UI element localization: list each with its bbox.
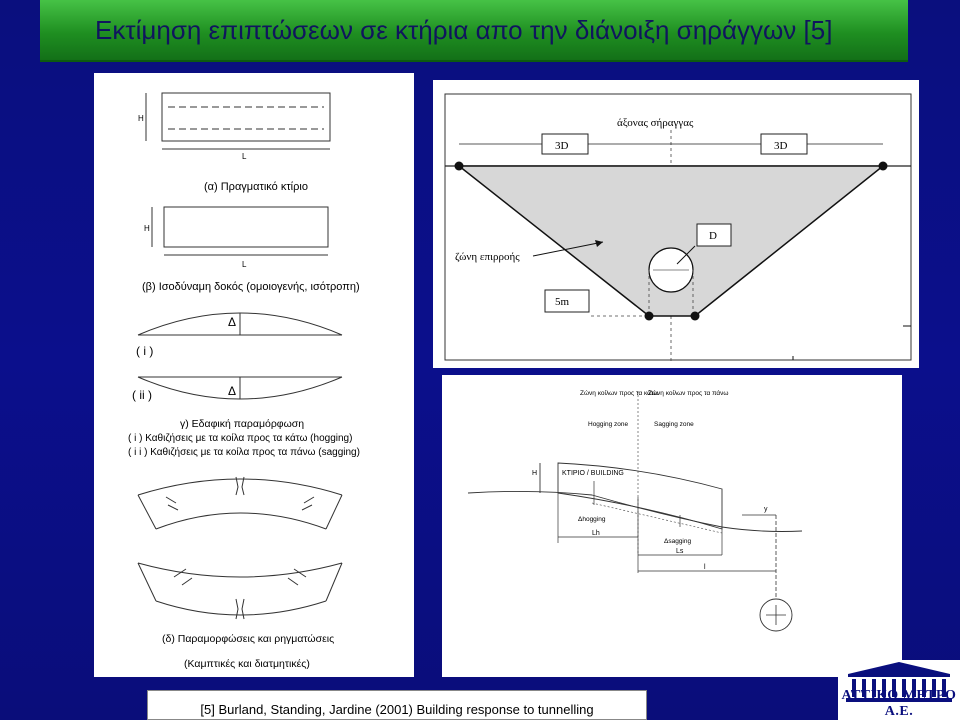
label-H2: H	[144, 224, 150, 233]
left-diagram	[94, 73, 414, 677]
label-Ls: Ls	[676, 548, 684, 555]
sagging-curve	[138, 377, 342, 399]
building-label: KTIPIO / BUILDING	[562, 470, 624, 477]
box-5m: 5m	[555, 296, 570, 308]
label-L2: L	[242, 260, 247, 269]
hogging-curve	[138, 313, 342, 335]
caption-b: (β) Ισοδύναμη δοκός (ομοιογενής, ισότροπη)	[142, 281, 360, 293]
zone-of-influence-label: ζώνη επιρροής	[455, 251, 520, 263]
logo-text: ΑΤΤΙΚΟ ΜΕΤΡΟ Α.Ε.	[841, 688, 957, 719]
influence-zone-diagram	[433, 80, 919, 368]
caption-g2: ( i ) Καθιζήσεις με τα κοίλα προς τα κάτω (hogging)	[128, 433, 353, 444]
tunnel-axis-label: άξονας σήραγγας	[617, 117, 694, 129]
hogging-zone-label-gr: Ζώνη κοίλων προς τα κάτω	[580, 390, 659, 397]
slide-title: Εκτίμηση επιπτώσεων σε κτήρια απο την διάνοιξη σηράγγων [5]	[95, 14, 833, 45]
settlement-profile-panel	[442, 375, 902, 677]
reference-text: [5] Burland, Standing, Jardine (2001) Building response to tunnelling	[200, 702, 594, 717]
caption-g1: γ) Εδαφική παραμόρφωση	[180, 418, 305, 430]
sagging-cracked-building	[138, 563, 342, 619]
attiko-metro-logo	[838, 660, 960, 720]
label-i: ( i )	[136, 344, 154, 358]
influence-zone-shape	[459, 166, 883, 316]
delta-hogging-label: Δhogging	[578, 516, 606, 523]
label-L1: L	[242, 152, 247, 161]
caption-a: (α) Πραγματικό κτίριο	[204, 181, 308, 193]
title-bar	[40, 0, 908, 62]
label-Lh: Lh	[592, 530, 600, 537]
real-building	[146, 93, 330, 149]
caption-d2: (Καμπτικές και διατμητικές)	[184, 658, 310, 670]
label-ii: ( ii )	[132, 388, 152, 402]
delta-sagging-label: Δsagging	[664, 538, 692, 545]
sagging-zone-label-gr: Ζώνη κοίλων προς τα πάνω	[648, 390, 729, 397]
reference-box	[147, 690, 647, 720]
settlement-profile-diagram	[442, 375, 902, 677]
hogging-cracked-building	[138, 477, 342, 529]
equivalent-beam	[152, 207, 328, 255]
label-delta2: Δ	[228, 384, 237, 398]
box-3d-left: 3D	[555, 140, 569, 152]
sagging-zone-label-en: Sagging zone	[654, 421, 694, 428]
caption-d: (δ) Παραμορφώσεις και ρηγματώσεις	[162, 633, 335, 645]
left-diagram-panel	[94, 73, 414, 677]
label-l: l	[704, 564, 706, 571]
hogging-zone-label-en: Hogging zone	[588, 421, 629, 428]
settlement-curve	[468, 491, 802, 531]
label-H1: H	[138, 114, 144, 123]
box-d: D	[709, 230, 717, 242]
box-3d-right: 3D	[774, 140, 788, 152]
label-H: H	[532, 470, 538, 477]
influence-zone-panel	[433, 80, 919, 368]
label-y: y	[764, 506, 768, 513]
caption-g3: ( i i ) Καθιζήσεις με τα κοίλα προς τα πάνω (sagging)	[128, 447, 360, 458]
label-delta1: Δ	[228, 315, 237, 329]
